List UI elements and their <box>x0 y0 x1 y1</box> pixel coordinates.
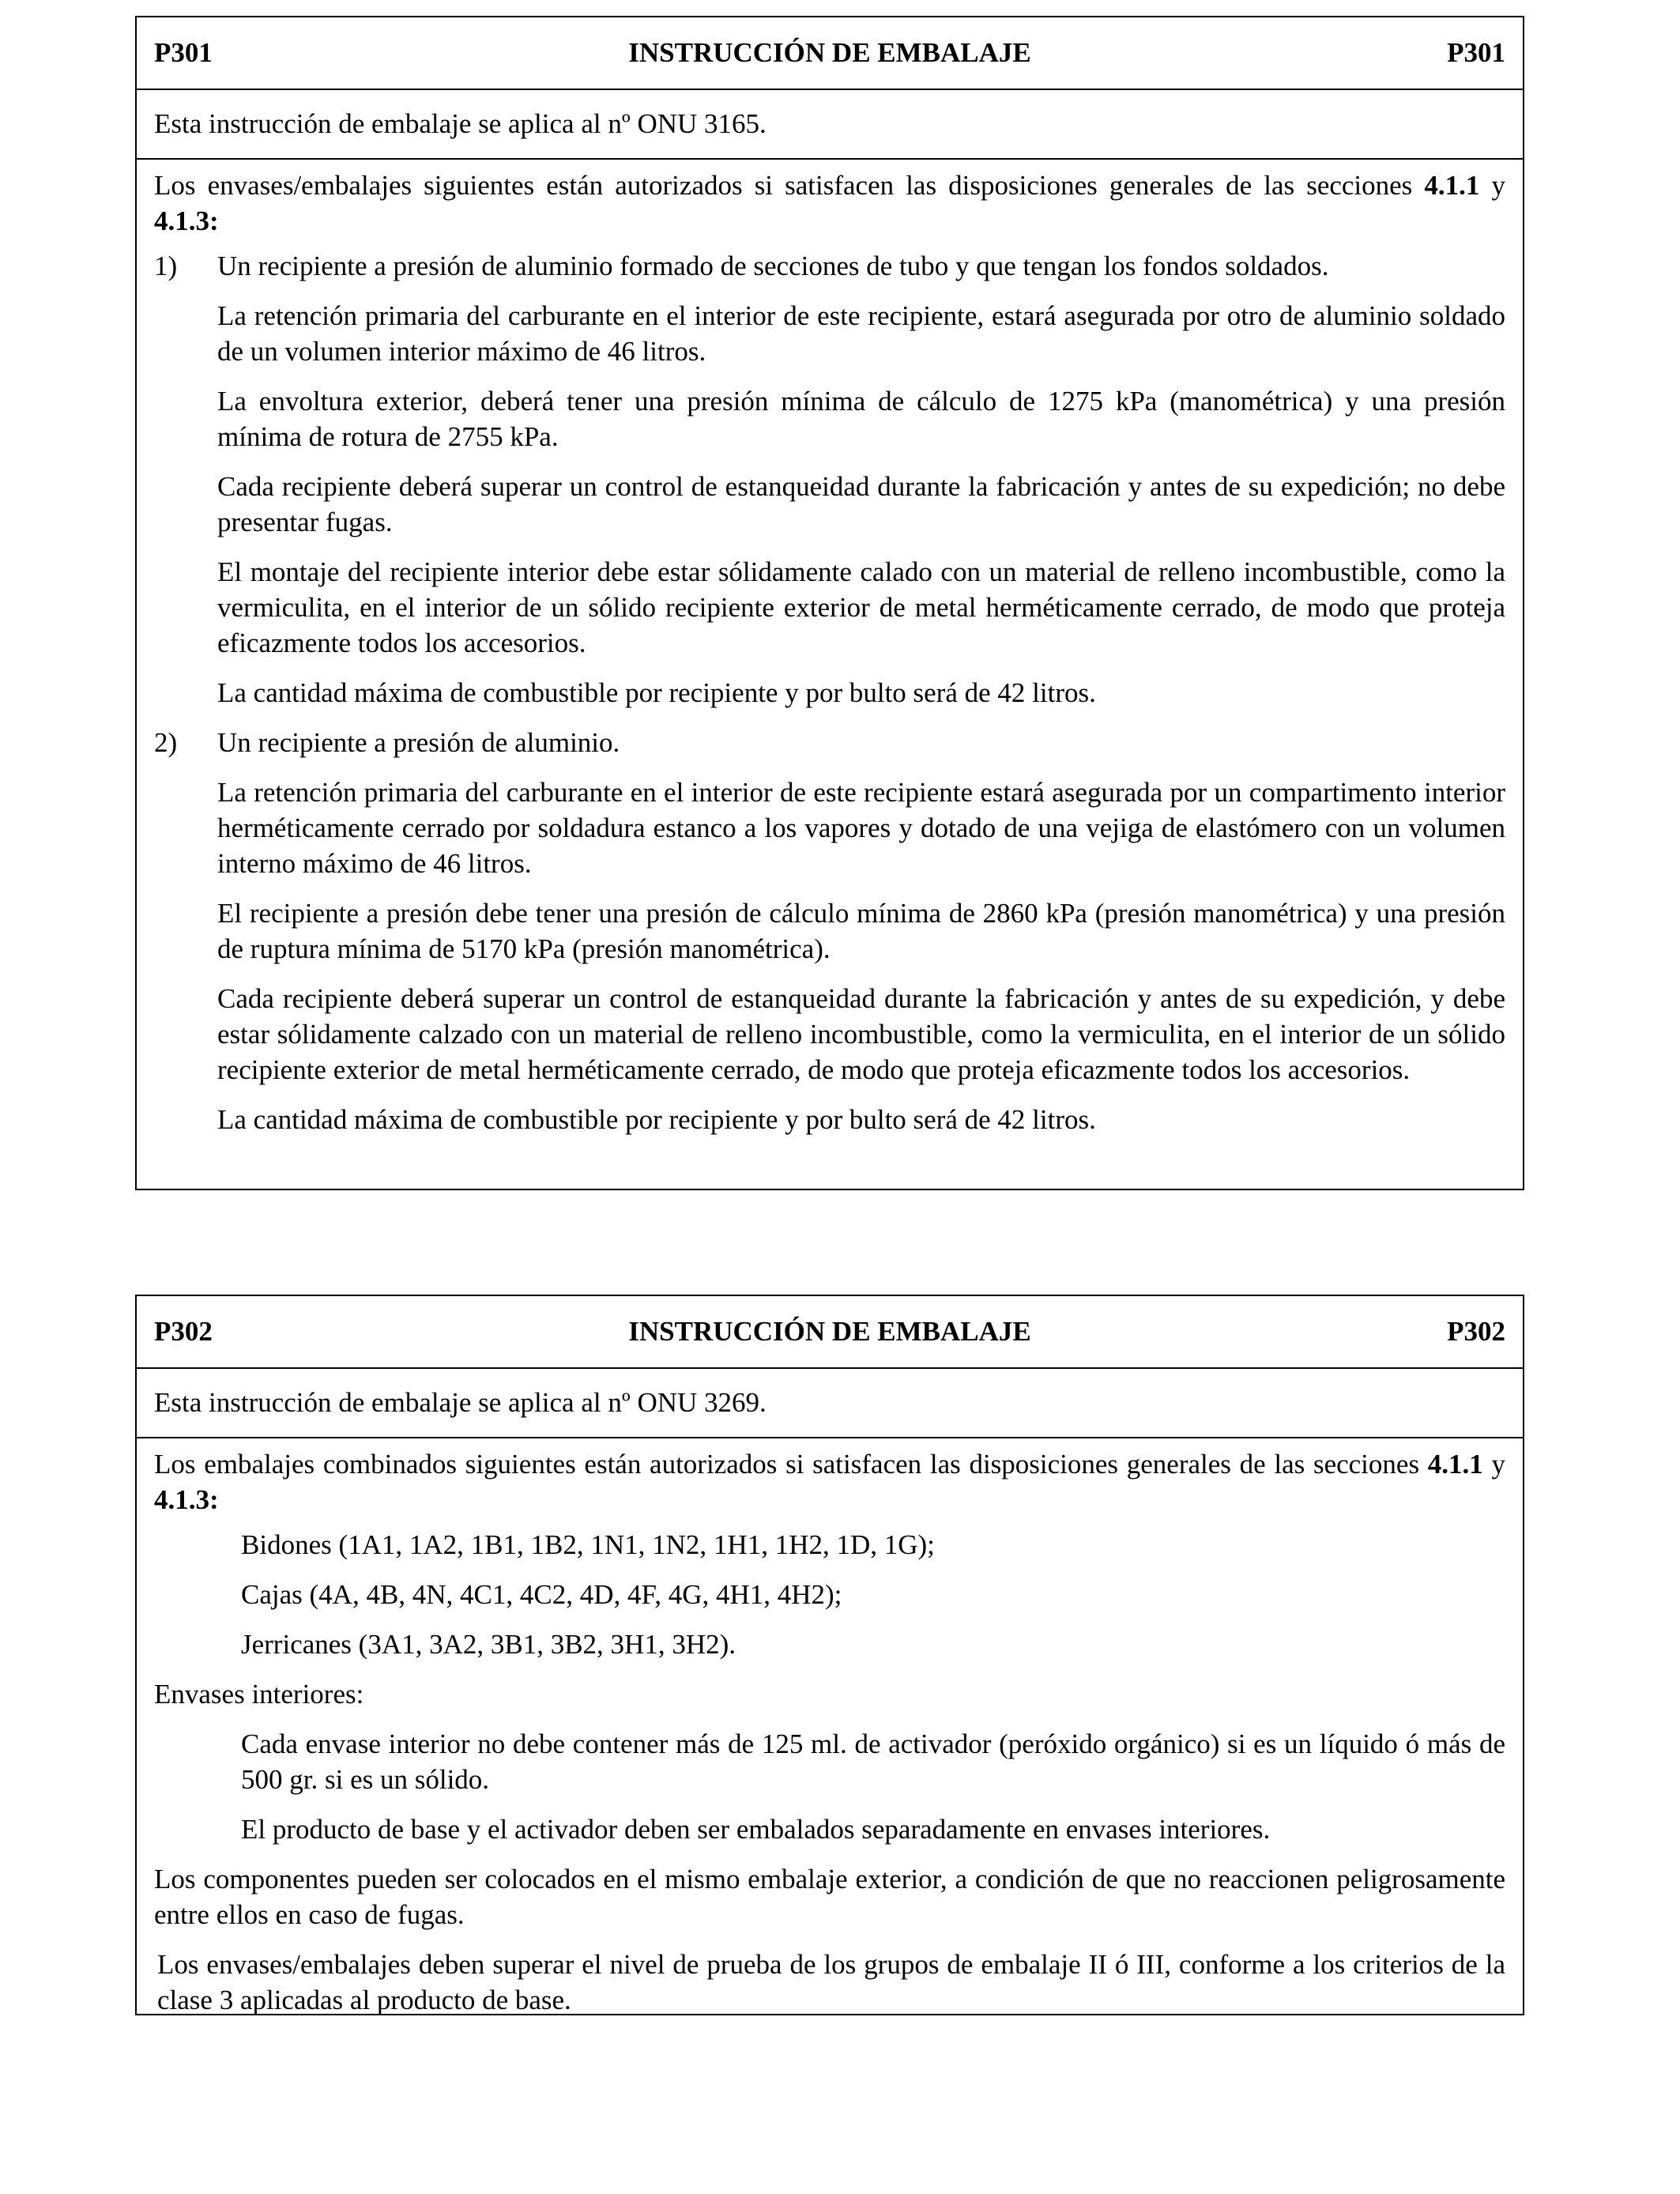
p302-intro-text: Los embalajes combinados siguientes están autorizados si satisfacen las disposiciones generales de las secciones <box>154 1449 1428 1480</box>
p301-item-1 <box>154 248 1505 284</box>
p302-code-right: P302 <box>1447 1316 1505 1347</box>
p302-title: INSTRUCCIÓN DE EMBALAJE <box>628 1316 1031 1347</box>
p301-intro-section-1: 4.1.1 <box>1424 170 1480 201</box>
p302-intro-section-2: 4.1.3: <box>154 1484 219 1515</box>
p301-item-1-paragraph: La cantidad máxima de combustible por recipiente y por bulto será de 42 litros. <box>217 677 1096 708</box>
p302-inner-item: Cada envase interior no debe contener más de 125 ml. de activador (peróxido orgánico) si es un líquido ó más de 500 gr. si es un sólido. <box>241 1728 1505 1795</box>
p301-item-1-paragraph: La envoltura exterior, deberá tener una presión mínima de cálculo de 1275 kPa (manométrica) y una presión mínima de rotura de 2755 kPa. <box>217 386 1505 452</box>
p301-item-1-text: Un recipiente a presión de aluminio formado de secciones de tubo y que tengan los fondos soldados. <box>217 251 1329 281</box>
p302-packaging-item: Cajas (4A, 4B, 4N, 4C1, 4C2, 4D, 4F, 4G, 4H1, 4H2); <box>241 1579 842 1610</box>
p302-table <box>135 1295 1524 2015</box>
p302-packaging-item: Jerricanes (3A1, 3A2, 3B1, 3B2, 3H1, 3H2). <box>241 1629 736 1660</box>
p302-inner-heading: Envases interiores: <box>154 1679 364 1710</box>
p301-item-2-paragraph: La cantidad máxima de combustible por recipiente y por bulto será de 42 litros. <box>217 1104 1096 1135</box>
p302-body <box>137 1438 1523 2018</box>
p301-item-2-paragraph: Cada recipiente deberá superar un control de estanqueidad durante la fabricación y antes de su expedición, y debe estar sólidamente calzado con un material de relleno incombustible, como la vermiculita, en el interior de un sólido recipiente exterior de metal herméticamente cerrado, de modo que proteja eficazmente todos los accesorios. <box>217 983 1505 1085</box>
p301-item-1-paragraph: El montaje del recipiente interior debe estar sólidamente calado con un material de relleno incombustible, como la vermiculita, en el interior de un sólido recipiente exterior de metal herméticamente cerrado, de modo que proteja eficazmente todos los accesorios. <box>217 556 1505 658</box>
p302-applies: Esta instrucción de embalaje se aplica al nº ONU 3269. <box>137 1369 1523 1438</box>
p301-table <box>135 16 1524 1190</box>
p302-intro <box>154 1446 1505 1517</box>
p301-item-1-paragraph: Cada recipiente deberá superar un control de estanqueidad durante la fabricación y antes de su expedición; no debe presentar fugas. <box>217 471 1505 537</box>
p302-inner-list <box>241 1726 1505 1847</box>
p302-intro-section-1: 4.1.1 <box>1427 1449 1483 1480</box>
p301-title: INSTRUCCIÓN DE EMBALAJE <box>628 37 1031 68</box>
p301-intro-text: Los envases/embalajes siguientes están autorizados si satisfacen las disposiciones generales de las secciones <box>154 170 1425 201</box>
p302-packaging-list <box>241 1527 1505 1662</box>
p302-components: Los componentes pueden ser colocados en el mismo embalaje exterior, a condición de que no reaccionen peligrosamente entre ellos en caso de fugas. <box>154 1864 1505 1930</box>
p302-inner-item: El producto de base y el activador deben ser embalados separadamente en envases interiores. <box>241 1814 1271 1845</box>
p301-item-2 <box>154 725 1505 760</box>
p301-intro-section-2: 4.1.3: <box>154 205 219 236</box>
p301-item-2-number: 2) <box>154 727 178 758</box>
p301-item-1-number: 1) <box>154 251 178 281</box>
p301-item-1-paragraph: La retención primaria del carburante en el interior de este recipiente, estará asegurada por otro de aluminio soldado de un volumen interior máximo de 46 litros. <box>217 300 1505 367</box>
p301-item-2-paragraph: La retención primaria del carburante en el interior de este recipiente estará asegurada por un compartimento interior herméticamente cerrado por soldadura estanco a los vapores y dotado de una vejiga de elastómero con un volumen interno máximo de 46 litros. <box>217 777 1505 879</box>
p301-applies: Esta instrucción de embalaje se aplica al nº ONU 3165. <box>137 90 1523 160</box>
p302-header <box>137 1296 1523 1369</box>
p301-code-right: P301 <box>1447 37 1505 68</box>
p301-item-2-text: Un recipiente a presión de aluminio. <box>217 727 620 758</box>
p301-item-2-paragraph: El recipiente a presión debe tener una presión de cálculo mínima de 2860 kPa (presión manométrica) y una presión de ruptura mínima de 5170 kPa (presión manométrica). <box>217 898 1505 964</box>
p301-intro-conjunction: y <box>1479 170 1505 201</box>
p301-body <box>137 160 1523 1137</box>
p301-intro <box>154 168 1505 239</box>
p302-code-left: P302 <box>154 1316 213 1347</box>
p301-header <box>137 17 1523 90</box>
p302-packaging-item: Bidones (1A1, 1A2, 1B1, 1B2, 1N1, 1N2, 1H1, 1H2, 1D, 1G); <box>241 1529 935 1560</box>
p302-intro-conjunction: y <box>1482 1449 1506 1480</box>
p301-code-left: P301 <box>154 37 213 68</box>
p302-test-level: Los envases/embalajes deben superar el nivel de prueba de los grupos de embalaje II ó III, conforme a los criterios de la clase 3 aplicadas al producto de base. <box>157 1949 1505 2015</box>
